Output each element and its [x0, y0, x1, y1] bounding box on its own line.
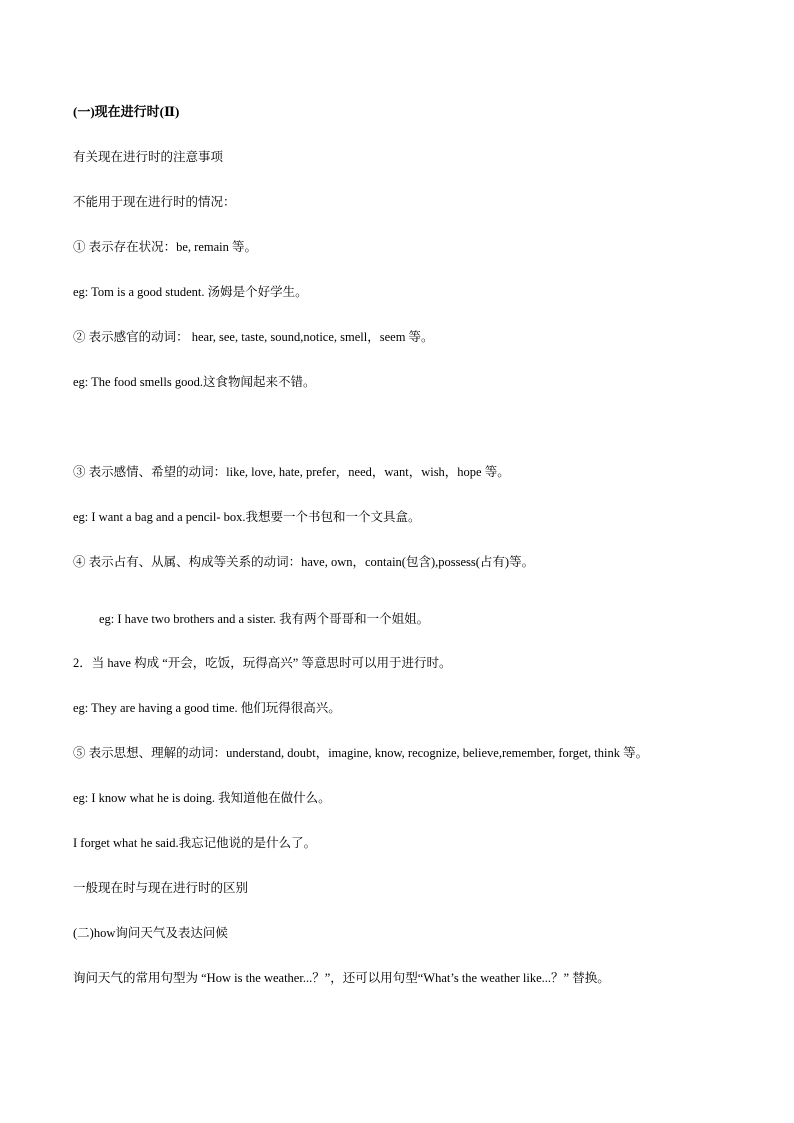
section-title-present-continuous: (一)现在进行时(Ⅱ)	[73, 104, 180, 119]
rule-have-exception: 2．当 have 构成 “开会，吃饭，玩得高兴” 等意思时可以用于进行时。	[73, 656, 452, 670]
notes-heading: 有关现在进行时的注意事项	[73, 150, 224, 164]
rule-2-senses: ② 表示感官的动词： hear, see, taste, sound,notice, smell，seem 等。	[73, 330, 434, 344]
example-7: I forget what he said.我忘记他说的是什么了。	[73, 836, 317, 850]
cannot-use-heading: 不能用于现在进行时的情况：	[73, 195, 236, 209]
example-1: eg: Tom is a good student. 汤姆是个好学生。	[73, 285, 308, 299]
weather-question-pattern: 询问天气的常用句型为 “How is the weather...？”，还可以用句型“What’s the weather like...？” 替换。	[73, 971, 610, 985]
rule-5-thinking: ⑤ 表示思想、理解的动词：understand, doubt，imagine, know, recognize, believe,remember, forget, think 等。	[73, 746, 649, 760]
example-3: eg: I want a bag and a pencil- box.我想要一个书包和一个文具盒。	[73, 510, 421, 524]
example-6: eg: I know what he is doing. 我知道他在做什么。	[73, 791, 331, 805]
example-4: eg: I have two brothers and a sister. 我有两个哥哥和一个姐姐。	[99, 612, 430, 626]
rule-1-existence: ① 表示存在状况：be, remain 等。	[73, 240, 258, 254]
rule-4-possession: ④ 表示占有、从属、构成等关系的动词：have, own，contain(包含),possess(占有)等。	[73, 555, 535, 569]
example-2: eg: The food smells good.这食物闻起来不错。	[73, 375, 316, 389]
section-title-how-weather: (二)how询问天气及表达问候	[73, 926, 228, 940]
example-5: eg: They are having a good time. 他们玩得很高兴。	[73, 701, 341, 715]
difference-heading: 一般现在时与现在进行时的区别	[73, 881, 249, 895]
rule-3-feelings: ③ 表示感情、希望的动词：like, love, hate, prefer，need，want，wish，hope 等。	[73, 465, 510, 479]
